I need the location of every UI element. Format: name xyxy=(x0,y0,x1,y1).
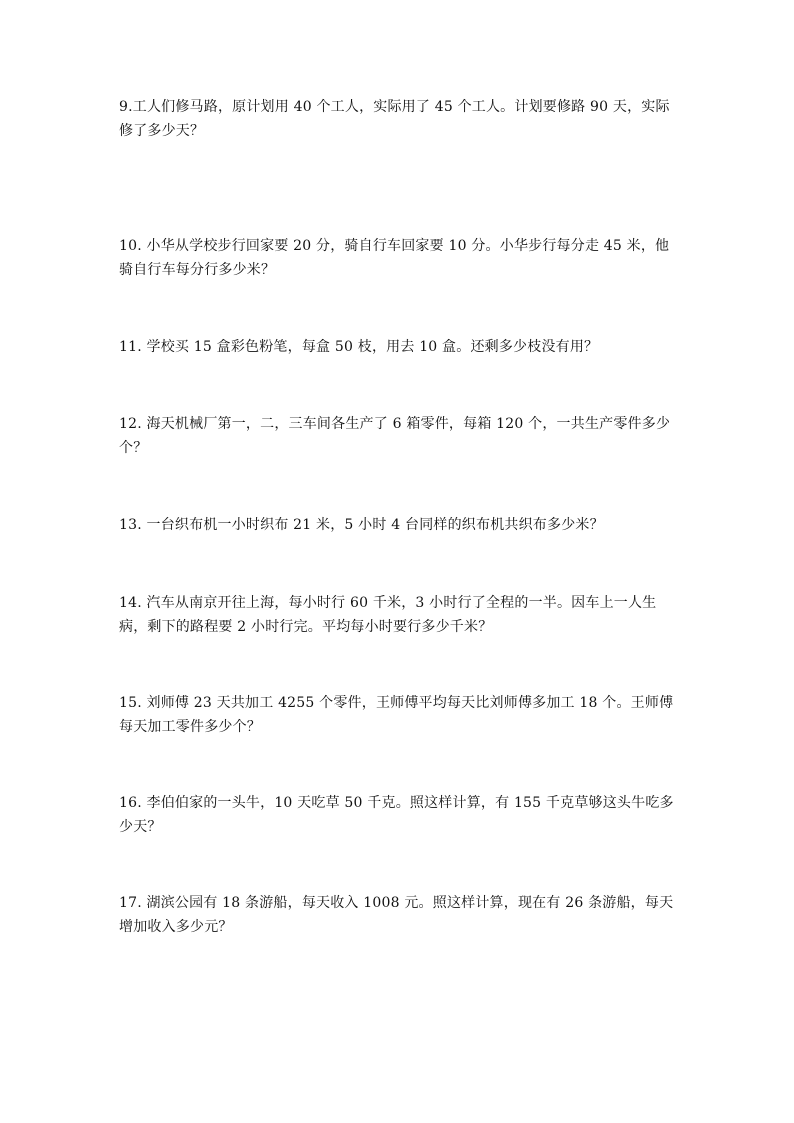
problem-9: 9.工人们修马路，原计划用 40 个工人，实际用了 45 个工人。计划要修路 90 天，实际修了多少天？ xyxy=(119,99,670,139)
problem-12: 12. 海天机械厂第一，二，三车间各生产了 6 箱零件，每箱 120 个，一共生产零件多少个？ xyxy=(119,416,671,456)
problem-11: 11. 学校买 15 盒彩色粉笔，每盒 50 枝，用去 10 盒。还剩多少枝没有用？ xyxy=(119,339,599,355)
problem-13: 13. 一台织布机一小时织布 21 米，5 小时 4 台同样的织布机共织布多少米？ xyxy=(119,517,604,533)
problem-15: 15. 刘师傅 23 天共加工 4255 个零件，王师傅平均每天比刘师傅多加工 18 个。王师傅每天加工零件多少个？ xyxy=(119,695,674,735)
problem-14: 14. 汽车从南京开往上海，每小时行 60 千米，3 小时行了全程的一半。因车上一人生病，剩下的路程要 2 小时行完。平均每小时要行多少千米？ xyxy=(119,595,657,635)
problem-10: 10. 小华从学校步行回家要 20 分，骑自行车回家要 10 分。小华步行每分走 45 米，他骑自行车每分行多少米？ xyxy=(119,238,670,278)
problem-16: 16. 李伯伯家的一头牛，10 天吃草 50 千克。照这样计算，有 155 千克草够这头牛吃多少天？ xyxy=(119,795,674,835)
problem-17: 17. 湖滨公园有 18 条游船，每天收入 1008 元。照这样计算，现在有 26 条游船，每天增加收入多少元？ xyxy=(119,895,674,935)
